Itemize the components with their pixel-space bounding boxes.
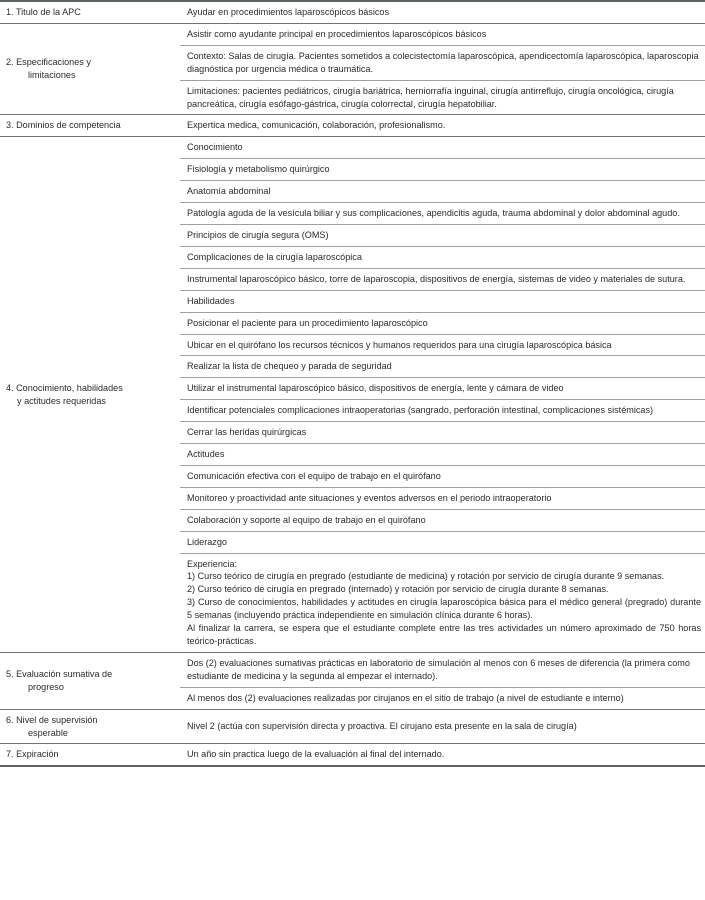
row-4-item-18: Liderazgo [180, 531, 705, 553]
row-4-item-4: Principios de cirugía segura (OMS) [180, 224, 705, 246]
row-label-7 [0, 744, 180, 765]
table-bottom-rule [0, 765, 705, 767]
row-label-1-line1: 1. Titulo de la APC [6, 7, 81, 17]
row-7-item-0: Un año sin practica luego de la evaluación al final del internado. [180, 744, 705, 765]
row-label-4-line2: y actitudes requeridas [17, 395, 106, 406]
experience-line-0: 1) Curso teórico de cirugía en pregrado (estudiante de medicina) y rotación por servicio de cirugía durante 9 semanas. [187, 571, 665, 582]
row-2-item-2: Limitaciones: pacientes pediátricos, cirugía bariátrica, herniorrafía inguinal, cirugía antirreflujo, cirugía oncológica, cirugía pancreática, cirugía esófago-gástrica, cirugía colorrectal, cirugía hepatobiliar. [180, 80, 705, 115]
row-label-2-line1: 2. Especificaciones y [6, 57, 91, 68]
row-label-6-line2: esperable [28, 727, 68, 738]
row-4-item-5: Complicaciones de la cirugía laparoscópica [180, 246, 705, 268]
row-4-item-0: Conocimiento [180, 137, 705, 159]
row-label-3 [0, 115, 180, 137]
row-label-7-line1: 7. Expiración [6, 749, 59, 760]
table-row [0, 709, 705, 744]
table-row [0, 744, 705, 765]
row-4-item-3: Patología aguda de la vesícula biliar y sus complicaciones, apendicitis aguda, trauma abdominal y dolor abdominal agudo. [180, 203, 705, 225]
row-label-4 [0, 137, 180, 653]
experience-line-1: 2) Curso teórico de cirugía en pregrado (internado) y rotación por servicio de cirugía durante 8 semanas. [187, 584, 609, 595]
table-row [0, 2, 705, 23]
row-4-item-9: Ubicar en el quirófano los recursos técnicos y humanos requeridos para una cirugía laparoscópica básica [180, 334, 705, 356]
apc-table-body [0, 2, 705, 765]
table-row [0, 23, 705, 45]
row-4-item-13: Cerrar las heridas quirúrgicas [180, 422, 705, 444]
row-4-item-2: Anatomía abdominal [180, 181, 705, 203]
row-label-5 [0, 652, 180, 709]
row-4-item-15: Comunicación efectiva con el equipo de trabajo en el quirófano [180, 465, 705, 487]
table-row [0, 115, 705, 137]
row-6-item-0: Nivel 2 (actúa con supervisión directa y proactiva. El cirujano esta presente en la sala de cirugía) [180, 709, 705, 744]
row-4-experience-block [180, 553, 705, 652]
row-4-item-7: Habilidades [180, 290, 705, 312]
row-4-item-16: Monitoreo y proactividad ante situaciones y eventos adversos en el periodo intraoperatorio [180, 487, 705, 509]
row-4-item-8: Posicionar el paciente para un procedimiento laparoscópico [180, 312, 705, 334]
apc-table [0, 2, 705, 765]
row-2-item-0: Asistir como ayudante principal en procedimientos laparoscópicos básicos [180, 23, 705, 45]
row-4-item-14: Actitudes [180, 444, 705, 466]
row-label-5-line1: 5. Evaluación sumativa de [6, 668, 113, 679]
row-4-item-17: Colaboración y soporte al equipo de trabajo en el quirófano [180, 509, 705, 531]
row-label-3-line1: 3. Dominios de competencia [6, 120, 121, 131]
experience-line-2: 3) Curso de conocimientos, habilidades y actitudes en cirugía laparoscópica básica para el médico general (pregrado) durante 5 semanas (incluyendo práctica independiente en simulación clínica durante 6 horas). [187, 597, 701, 621]
row-label-4-line1: 4. Conocimiento, habilidades [6, 382, 123, 393]
row-1-item-0: Ayudar en procedimientos laparoscópicos básicos [187, 7, 390, 17]
row-4-item-6: Instrumental laparoscópico básico, torre de laparoscopia, dispositivos de energía, sistemas de video y materiales de sutura. [180, 268, 705, 290]
row-label-1 [0, 2, 180, 23]
experience-line-3: Al finalizar la carrera, se espera que el estudiante complete entre las tres actividades un número aproximado de 750 horas teórico-prácticas. [187, 623, 701, 646]
row-label-6-line1: 6. Nivel de supervisión [6, 714, 98, 725]
row-4-item-11: Utilizar el instrumental laparoscópico básico, dispositivos de energía, lente y cámara de video [180, 378, 705, 400]
row-5-item-1: Al menos dos (2) evaluaciones realizadas por cirujanos en el sitio de trabajo (a nivel de estudiante e interno) [180, 687, 705, 709]
row-label-5-line2: progreso [28, 681, 64, 692]
row-2-item-1: Contexto: Salas de cirugía. Pacientes sometidos a colecistectomía laparoscópica, apendicectomía laparoscópica, laparoscopia diagnóstica por urgencia médica o traumática. [180, 45, 705, 80]
row-label-2 [0, 23, 180, 115]
row-label-2-line2: limitaciones [28, 70, 76, 81]
table-row [0, 652, 705, 687]
row-4-item-10: Realizar la lista de chequeo y parada de seguridad [180, 356, 705, 378]
experience-heading: Experiencia: [187, 558, 238, 569]
row-label-6 [0, 709, 180, 744]
table-row [0, 137, 705, 159]
row-3-item-0: Expertica medica, comunicación, colaboración, profesionalismo. [180, 115, 705, 137]
row-4-item-1: Fisiología y metabolismo quirúrgico [180, 159, 705, 181]
row-5-item-0: Dos (2) evaluaciones sumativas prácticas en laboratorio de simulación al menos con 6 meses de diferencia (la primera como estudiante de medicina y la segunda al empezar el internado). [180, 652, 705, 687]
row-4-item-12: Identificar potenciales complicaciones intraoperatorias (sangrado, perforación intestinal, complicaciones sistémicas) [180, 400, 705, 422]
